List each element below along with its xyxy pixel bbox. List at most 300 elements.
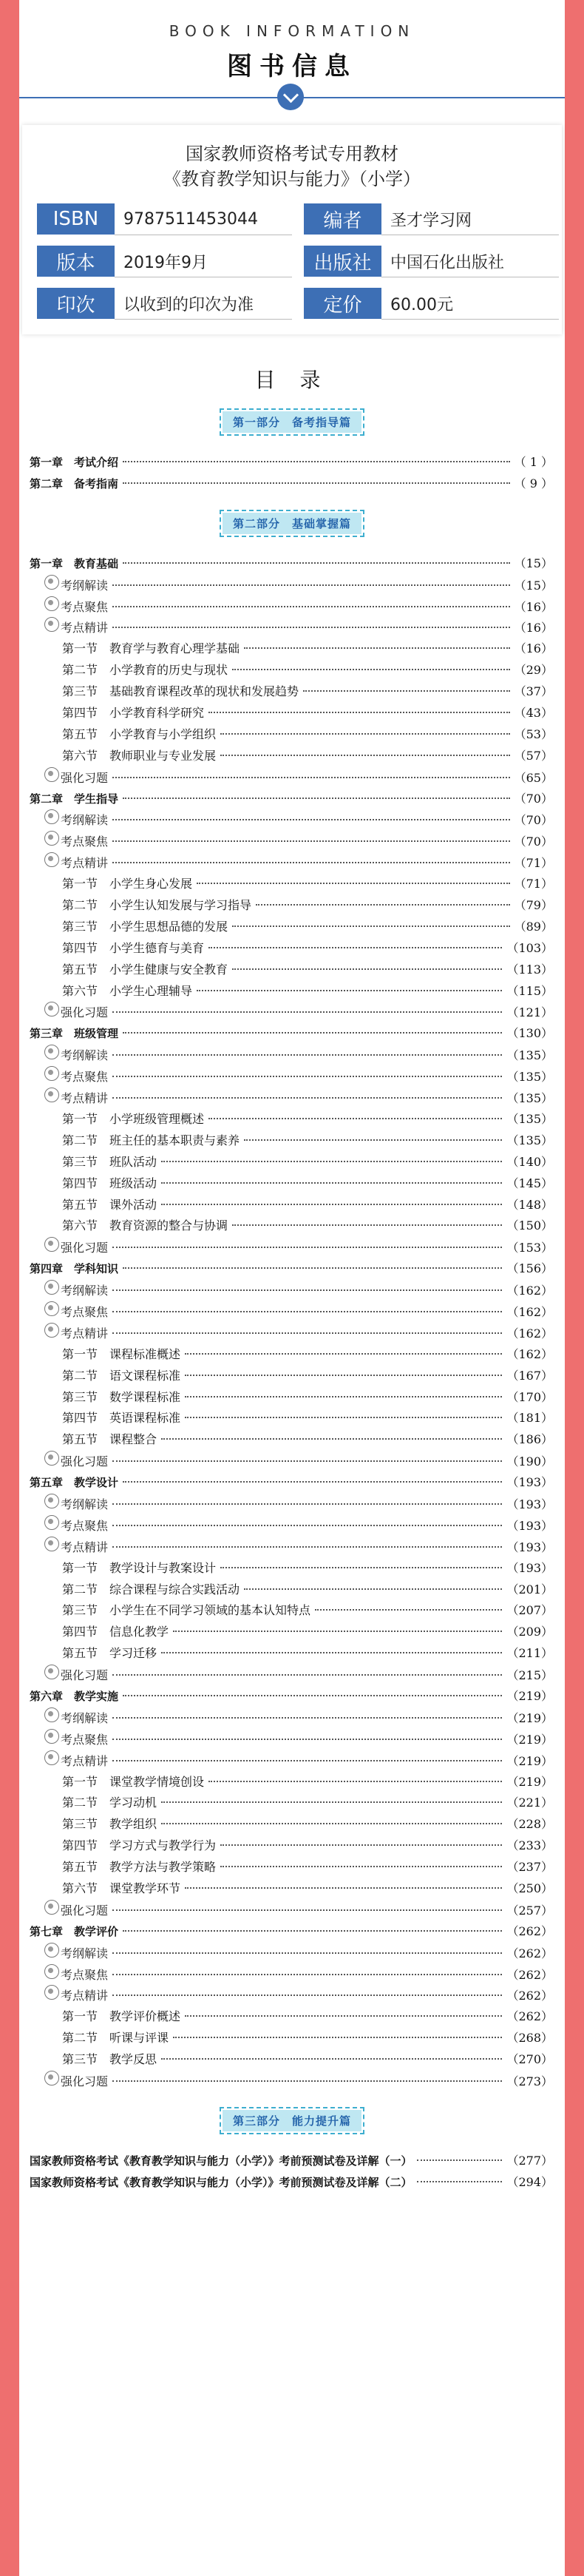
toc-title: 目 录 [254,368,330,392]
dot-leader [220,755,510,756]
toc-entry-page: （16） [514,599,553,614]
part3-badge-label: 第三部分 能力提升篇 [223,2110,361,2131]
dot-leader [256,904,510,906]
toc-entry-title: 考点聚焦 [61,599,109,614]
dot-leader [161,1438,502,1440]
section-badge-icon [44,1002,59,1016]
page-sheet [19,0,565,2576]
dot-leader [112,862,510,863]
toc-entry-title: 第七章 教学评价 [30,1924,119,1938]
toc-entry [19,2049,565,2071]
dot-leader [112,1974,502,1975]
toc-entry-title: 考纲解读 [61,1497,109,1511]
toc-entry-title: 第六章 教学实施 [30,1689,119,1703]
toc-entry [19,2071,565,2092]
toc-entry [19,1429,565,1451]
toc-entry [19,617,565,638]
toc-entry-page: （103） [506,940,553,955]
toc-entry-page: （233） [506,1838,553,1853]
toc-entry-page: （135） [506,1091,553,1106]
section-badge-icon [44,1707,59,1722]
toc-entry-title: 第一节 小学班级管理概述 [62,1111,205,1126]
toc-entry-title: 考点精讲 [61,856,109,871]
toc-entry-title: 考纲解读 [61,1048,109,1063]
toc-entry [19,1686,565,1707]
dot-leader [123,1695,502,1696]
dot-leader [161,1652,502,1653]
toc-entry-page: （71） [514,877,553,891]
toc-entry-title: 第六节 教师职业与专业发展 [62,748,217,763]
section-badge-icon [44,1088,59,1102]
dot-leader [112,840,510,842]
dot-leader [417,2181,503,2182]
editor-label: 编者 [304,203,381,235]
book-info-grid [25,203,559,320]
toc-entry [19,1472,565,1494]
toc-entry-title: 第二节 综合课程与综合实践活动 [62,1582,240,1596]
section-badge-icon [44,2071,59,2086]
toc-entry-page: （70） [514,834,553,849]
toc-entry-page: （207） [506,1603,553,1618]
section-badge-icon [44,617,59,632]
toc-entry [19,2172,565,2194]
toc-entry [19,2151,565,2172]
toc-entry-title: 第五节 课程整合 [62,1432,157,1447]
toc-entry-title: 第一节 课程标准概述 [62,1346,181,1361]
price-value: 60.00元 [381,288,559,320]
toc-entry-title: 第一节 教学评价概述 [62,2009,181,2024]
toc-entry-title: 强化习题 [61,1005,109,1020]
dot-leader [112,1054,502,1056]
toc-entry-title: 第二章 备考指南 [30,476,119,490]
dot-leader [112,1909,502,1911]
toc-entry-title: 第五节 课外活动 [62,1197,157,1212]
toc-entry-title: 第五节 教学方法与教学策略 [62,1860,217,1875]
dot-leader [112,1076,502,1077]
part3-toc-list [19,2151,565,2194]
toc-entry [19,746,565,767]
toc-entry-page: （70） [514,791,553,806]
toc-entry-title: 第三节 小学生在不同学习领域的基本认知特点 [62,1603,311,1618]
toc-entry-page: （148） [506,1197,553,1212]
toc-entry-title: 第六节 小学生心理辅导 [62,983,193,998]
toc-entry-page: （219） [506,1688,553,1703]
toc-entry-page: （262） [506,1923,553,1938]
toc-entry-page: （237） [506,1860,553,1875]
toc-entry-page: （115） [506,983,553,998]
toc-entry [19,917,565,938]
dot-leader [112,2080,502,2082]
toc-entry-page: （221） [506,1796,553,1810]
toc-entry-page: （135） [506,1111,553,1126]
toc-entry-title: 第二节 小学生认知发展与学习指导 [62,898,252,913]
toc-entry-page: （16） [514,641,553,656]
toc-entry-page: （270） [506,2052,553,2067]
toc-entry-title: 考点精讲 [61,1753,109,1768]
toc-entry-page: （201） [506,1582,553,1596]
toc-entry-title: 第三节 数学课程标准 [62,1389,181,1404]
section-badge-icon [44,596,59,611]
toc-entry-page: （215） [506,1668,553,1683]
toc-entry-title: 考纲解读 [61,1284,109,1298]
toc-entry-page: （219） [506,1732,553,1747]
toc-entry-title: 考点聚焦 [61,1732,109,1747]
toc-entry-page: （150） [506,1218,553,1233]
toc-entry [19,2028,565,2049]
toc-entry [19,1643,565,1665]
dot-leader [112,1674,502,1676]
toc-entry [19,1045,565,1066]
dot-leader [303,690,510,692]
section-badge-icon [44,852,59,867]
toc-entry-title: 考点聚焦 [61,834,109,849]
dot-leader [161,1204,502,1205]
dot-leader [112,1289,502,1291]
toc-entry [19,553,565,575]
toc-entry-title: 国家教师资格考试《教育教学知识与能力（小学）》考前预测试卷及详解（二） [30,2175,412,2189]
toc-entry-title: 第一节 课堂教学情境创设 [62,1774,205,1789]
dot-leader [220,1844,502,1846]
toc-entry [19,1258,565,1280]
toc-entry [19,1109,565,1130]
toc-entry-title: 第一节 教育学与教育心理学基础 [62,641,240,656]
toc-entry-title: 强化习题 [61,1668,109,1683]
toc-entry [19,1088,565,1109]
toc-entry-title: 第一节 小学生身心发展 [62,877,193,891]
editor-value: 圣才学习网 [381,203,559,235]
toc-entry-page: （162） [506,1304,553,1319]
toc-entry [19,1793,565,1814]
section-badge-icon [44,1750,59,1765]
toc-entry-title: 第二节 学习动机 [62,1796,157,1810]
part1-toc-list [19,452,565,495]
toc-entry [19,831,565,852]
toc-entry [19,1622,565,1643]
part2-toc-list [19,553,565,2092]
dot-leader [197,990,502,991]
toc-entry [19,2006,565,2028]
toc-entry [19,1921,565,1943]
dot-leader [208,712,510,713]
dot-leader [112,1311,502,1312]
toc-entry-title: 第四节 小学生德育与美育 [62,940,205,955]
book-title-line-2: 《教育教学知识与能力》（小学） [163,169,421,189]
toc-entry-page: （53） [514,726,553,741]
toc-entry [19,1130,565,1152]
section-badge-icon [44,1985,59,2000]
toc-entry [19,660,565,681]
toc-entry [19,638,565,660]
dot-leader [220,1567,502,1568]
toc-entry [19,1600,565,1622]
toc-entry-title: 第四节 学习方式与教学行为 [62,1838,217,1853]
toc-entry-title: 第五章 教学设计 [30,1476,119,1490]
toc-entry [19,575,565,596]
toc-entry [19,681,565,703]
toc-entry-title: 考点精讲 [61,1989,109,2003]
toc-entry-page: （186） [506,1432,553,1447]
toc-entry-page: （219） [506,1710,553,1725]
dot-leader [112,627,510,628]
toc-entry-title: 第四章 学科知识 [30,1262,119,1276]
toc-entry [19,981,565,1002]
toc-entry-page: （121） [506,1005,553,1020]
section-badge-icon [44,1515,59,1530]
toc-entry-page: （262） [506,2009,553,2024]
toc-entry-title: 第二节 听课与评课 [62,2031,169,2046]
toc-entry-page: （262） [506,1946,553,1960]
toc-entry [19,1558,565,1579]
toc-entry-title: 第一节 教学设计与教案设计 [62,1560,217,1575]
toc-entry-title: 第五节 小学生健康与安全教育 [62,962,228,977]
toc-entry-page: （277） [506,2153,553,2168]
dot-leader [220,1866,502,1867]
toc-entry [19,852,565,874]
toc-entry-title: 第五节 小学教育与小学组织 [62,726,217,741]
part2-badge-label: 第二部分 基础掌握篇 [223,513,361,534]
toc-entry [19,1173,565,1195]
toc-entry-title: 第四节 小学教育科学研究 [62,706,205,721]
dot-leader [315,1609,502,1611]
toc-entry-page: （193） [506,1540,553,1554]
dot-leader [123,482,510,484]
toc-entry [19,1772,565,1793]
toc-entry-title: 第一章 考试介绍 [30,456,119,469]
publisher-value: 中国石化出版社 [381,246,559,277]
edition-value: 2019年9月 [115,246,292,277]
book-info-card [22,125,562,334]
toc-entry-page: （294） [506,2174,553,2189]
dot-leader [208,1781,502,1782]
toc-entry-title: 第三节 小学生思想品德的发展 [62,919,228,934]
toc-entry [19,938,565,960]
dot-leader [112,1995,502,1996]
toc-entry-page: （156） [506,1261,553,1276]
toc-entry [19,960,565,981]
toc-entry-title: 第三章 班级管理 [30,1027,119,1041]
toc-entry [19,1002,565,1023]
section-badge-icon [44,1943,59,1958]
section-badge-icon [44,1900,59,1915]
toc-entry-title: 考点精讲 [61,621,109,635]
section-badge-icon [44,1045,59,1059]
dot-leader [112,1247,502,1248]
toc-entry-page: （167） [506,1368,553,1383]
toc-entry [19,809,565,831]
toc-entry-title: 第一章 教育基础 [30,556,119,570]
toc-entry-page: （209） [506,1625,553,1639]
dot-leader [161,1801,502,1803]
toc-entry [19,767,565,789]
toc-entry-page: （71） [514,856,553,871]
toc-entry [19,1066,565,1088]
dot-leader [123,798,510,799]
toc-entry-title: 考点精讲 [61,1326,109,1341]
section-badge-icon [44,1237,59,1252]
toc-entry-title: 第二节 班主任的基本职责与素养 [62,1133,240,1147]
toc-entry-page: （140） [506,1154,553,1169]
toc-entry-title: 第六节 课堂教学环节 [62,1881,181,1895]
toc-entry-page: （193） [506,1475,553,1490]
dot-leader [173,2037,502,2038]
toc-entry [19,1323,565,1344]
toc-entry-title: 考点聚焦 [61,1967,109,1982]
toc-entry-title: 第四节 班级活动 [62,1176,157,1190]
dot-leader [112,819,510,820]
dot-leader [112,1546,502,1548]
toc-entry [19,452,565,473]
toc-entry [19,1494,565,1515]
part1-badge-label: 第一部分 备考指导篇 [223,411,361,433]
toc-entry [19,1515,565,1537]
toc-entry-title: 第三节 班队活动 [62,1154,157,1169]
isbn-label: ISBN [37,203,115,235]
dot-leader [173,1631,502,1632]
toc-entry [19,1344,565,1366]
toc-entry [19,1451,565,1472]
toc-entry-title: 考点精讲 [61,1540,109,1554]
toc-entry [19,1964,565,1986]
toc-entry-page: （113） [506,962,553,977]
dot-leader [112,1460,502,1462]
header-english-title: BOOK INFORMATION [169,22,415,40]
toc-entry-title: 强化习题 [61,1241,109,1255]
dot-leader [185,1353,502,1355]
section-badge-icon [44,575,59,590]
toc-entry-page: （37） [514,684,553,699]
toc-entry-page: （257） [506,1903,553,1918]
toc-entry-page: （79） [514,898,553,913]
toc-entry [19,1729,565,1750]
toc-entry-page: （130） [506,1026,553,1041]
toc-entry [19,596,565,618]
toc-entry-page: （228） [506,1817,553,1832]
dot-leader [244,647,510,649]
part1-badge [220,408,364,436]
section-badge-icon [44,1494,59,1508]
toc-entry-title: 考纲解读 [61,813,109,828]
toc-entry-page: （29） [514,663,553,678]
toc-entry [19,1750,565,1772]
edition-label: 版本 [37,246,115,277]
dot-leader [112,1097,502,1099]
toc-entry [19,1366,565,1387]
dot-leader [232,968,502,970]
toc-entry-title: 第二节 语文课程标准 [62,1368,181,1383]
toc-entry [19,1280,565,1301]
toc-entry [19,1023,565,1045]
dot-leader [185,1396,502,1397]
dot-leader [232,669,510,670]
dot-leader [185,1887,502,1889]
toc-entry-page: （190） [506,1454,553,1469]
toc-entry [19,1900,565,1921]
toc-entry [19,724,565,746]
toc-entry-title: 考点聚焦 [61,1518,109,1533]
dot-leader [244,1588,502,1590]
toc-entry-page: （135） [506,1133,553,1147]
section-badge-icon [44,767,59,782]
toc-entry-title: 考纲解读 [61,578,109,593]
toc-entry-title: 第二章 学生指导 [30,792,119,806]
toc-entry-page: （262） [506,1989,553,2003]
dot-leader [112,777,510,778]
toc-entry-title: 考纲解读 [61,1710,109,1725]
section-badge-icon [44,1280,59,1295]
header-chinese-title: 图书信息 [227,52,357,81]
header-divider [19,82,565,112]
toc-entry [19,1237,565,1258]
toc-entry-page: （162） [506,1326,553,1341]
dot-leader [112,1525,502,1526]
dot-leader [161,1161,502,1162]
dot-leader [123,461,510,462]
toc-entry-title: 强化习题 [61,2074,109,2089]
toc-entry-title: 考点精讲 [61,1091,109,1106]
toc-entry-page: （193） [506,1560,553,1575]
part3-badge [220,2107,364,2134]
toc-entry-page: （250） [506,1881,553,1895]
toc-entry-page: （70） [514,813,553,828]
publisher-label: 出版社 [304,246,381,277]
toc-entry [19,895,565,917]
dot-leader [185,1375,502,1376]
toc-entry [19,789,565,810]
toc-entry-page: （262） [506,1967,553,1982]
toc-entry-page: （193） [506,1497,553,1511]
book-title-line-1: 国家教师资格考试专用教材 [186,144,398,164]
toc-entry-page: （65） [514,770,553,785]
dot-leader [244,1139,502,1141]
toc-entry [19,1835,565,1857]
toc-entry [19,874,565,895]
toc-entry [19,1195,565,1216]
dot-leader [112,1760,502,1761]
dot-leader [417,2159,503,2161]
toc-entry-page: （135） [506,1048,553,1063]
toc-entry-page: （219） [506,1753,553,1768]
toc-entry-title: 考点聚焦 [61,1070,109,1085]
dot-leader [185,2015,502,2017]
toc-entry-page: （170） [506,1389,553,1404]
toc-entry-title: 强化习题 [61,1454,109,1469]
dot-leader [232,1224,502,1226]
toc-entry-page: （15） [514,556,553,570]
toc-entry-page: （268） [506,2031,553,2046]
dot-leader [123,1267,502,1269]
toc-entry [19,1215,565,1237]
toc-entry-page: （219） [506,1774,553,1789]
toc-entry-title: 强化习题 [61,770,109,785]
dot-leader [161,2058,502,2060]
toc-entry-page: （43） [514,706,553,721]
toc-entry-title: 国家教师资格考试《教育教学知识与能力（小学）》考前预测试卷及详解（一） [30,2154,412,2168]
section-badge-icon [44,1323,59,1338]
toc-entry [19,1943,565,1964]
toc-entry-page: （193） [506,1518,553,1533]
toc-entry-page: （162） [506,1284,553,1298]
toc-entry-page: （57） [514,748,553,763]
toc-entry-page: （ 9 ） [514,476,553,490]
isbn-value: 9787511453044 [115,203,292,235]
dot-leader [112,606,510,607]
toc-entry-title: 第三节 基础教育课程改革的现状和发展趋势 [62,684,299,699]
dot-leader [123,1032,502,1034]
section-badge-icon [44,1301,59,1316]
toc-entry-title: 第六节 教育资源的整合与协调 [62,1218,228,1233]
toc-entry-title: 考纲解读 [61,1946,109,1960]
dot-leader [112,1332,502,1334]
